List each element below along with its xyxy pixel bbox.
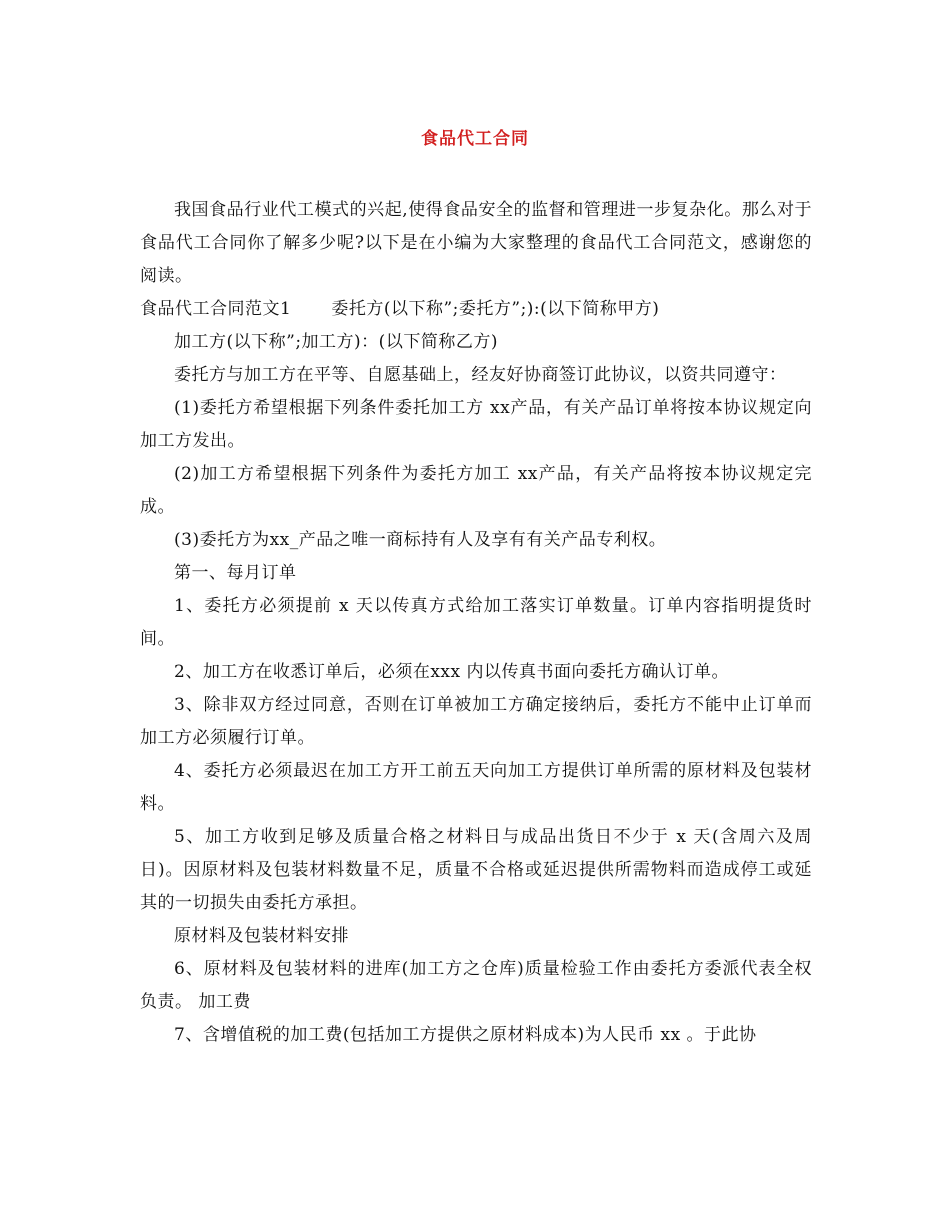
- paragraph: [140, 194, 812, 293]
- paragraph: [140, 557, 812, 590]
- paragraph-text: 6、原材料及包装材料的进库(加工方之仓库)质量检验工作由委托方委派代表全权负责。 加工费: [140, 959, 812, 1012]
- paragraph: [140, 326, 812, 359]
- paragraph: [140, 458, 812, 524]
- paragraph: [140, 953, 812, 1019]
- paragraph-text: 我国食品行业代工模式的兴起,使得食品安全的监督和管理进一步复杂化。那么对于食品代工合同你了解多少呢?以下是在小编为大家整理的食品代工合同范文，感谢您的阅读。: [140, 200, 812, 286]
- paragraph: [140, 392, 812, 458]
- paragraph-text: 5、加工方收到足够及质量合格之材料日与成品出货日不少于 x 天(含周六及周日)。因原材料及包装材料数量不足，质量不合格或延迟提供所需物料而造成停工或延其的一切损失由委托方承担。: [140, 827, 812, 913]
- paragraph-text: 食品代工合同范文1: [140, 299, 292, 319]
- paragraph-text: 原材料及包装材料安排: [174, 926, 349, 946]
- paragraph: [140, 1019, 812, 1052]
- paragraph-text-continued: 委托方(以下称”;委托方”;):(以下简称甲方): [331, 299, 660, 319]
- paragraph: [140, 689, 812, 755]
- paragraph: [140, 293, 812, 326]
- paragraph: [140, 755, 812, 821]
- paragraph: [140, 524, 812, 557]
- paragraph: [140, 590, 812, 656]
- paragraph: [140, 359, 812, 392]
- paragraph: [140, 821, 812, 920]
- document-title: 食品代工合同: [421, 129, 529, 149]
- paragraph-text: 第一、每月订单: [174, 563, 297, 583]
- paragraph-text: 4、委托方必须最迟在加工方开工前五天向加工方提供订单所需的原材料及包装材料。: [140, 761, 812, 814]
- paragraph-text: 3、除非双方经过同意，否则在订单被加工方确定接纳后，委托方不能中止订单而加工方必须履行订单。: [140, 695, 812, 748]
- paragraph: [140, 920, 812, 953]
- paragraph-text: 委托方与加工方在平等、自愿基础上，经友好协商签订此协议，以资共同遵守：: [174, 365, 787, 385]
- paragraph-text: (1)委托方希望根据下列条件委托加工方 xx产品，有关产品订单将按本协议规定向加工方发出。: [140, 398, 812, 451]
- paragraph-text: (2)加工方希望根据下列条件为委托方加工 xx产品，有关产品将按本协议规定完成。: [140, 464, 812, 517]
- document-body: [140, 194, 812, 1052]
- paragraph: [140, 656, 812, 689]
- paragraph-text: 7、含增值税的加工费(包括加工方提供之原材料成本)为人民币 xx 。于此协: [174, 1025, 757, 1045]
- paragraph-text: 1、委托方必须提前 x 天以传真方式给加工落实订单数量。订单内容指明提货时间。: [140, 596, 812, 649]
- paragraph-text: 加工方(以下称”;加工方)：(以下简称乙方): [174, 332, 498, 352]
- paragraph-text: 2、加工方在收悉订单后，必须在xxx 内以传真书面向委托方确认订单。: [174, 662, 729, 682]
- paragraph-text: (3)委托方为xx_产品之唯一商标持有人及享有有关产品专利权。: [174, 530, 667, 550]
